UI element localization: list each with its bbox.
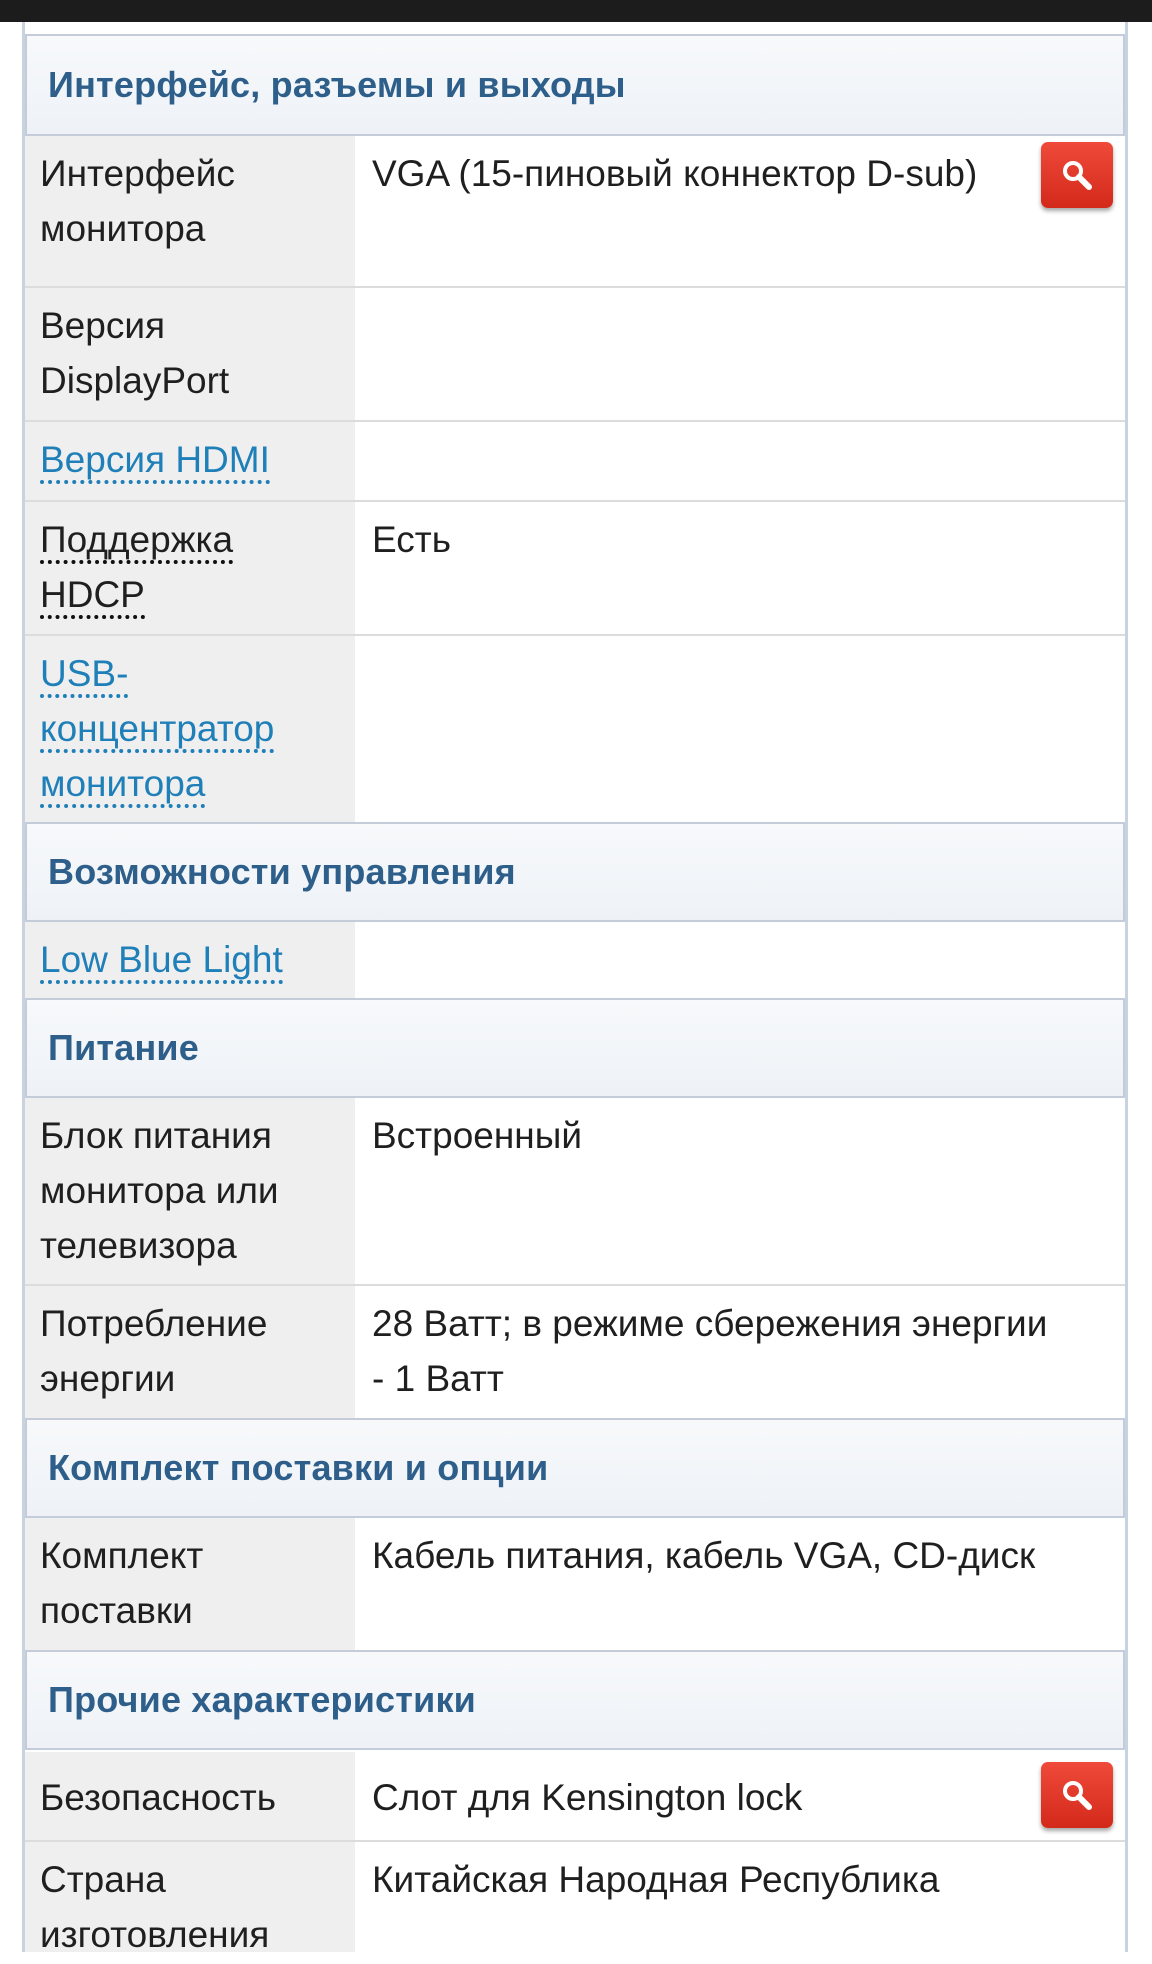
value-line: - 1 Ватт [372, 1358, 504, 1399]
label-line: монитора или [40, 1170, 279, 1211]
section-title: Интерфейс, разъемы и выходы [48, 64, 626, 105]
section-header-power [25, 998, 1125, 1098]
row-label [25, 136, 355, 286]
row-label [25, 422, 355, 500]
row-value [357, 422, 1125, 500]
status-bar [0, 0, 1152, 22]
value-line: 28 Ватт; в режиме сбережения энергии [372, 1303, 1048, 1344]
usb-hub-link[interactable]: USB- [40, 653, 128, 698]
label-line: телевизора [40, 1225, 237, 1266]
label-line: Блок питания [40, 1115, 272, 1156]
row-value [357, 1518, 1125, 1650]
search-icon [1060, 1778, 1094, 1812]
section-title: Питание [48, 1027, 199, 1068]
usb-hub-link[interactable]: монитора [40, 763, 205, 808]
search-button[interactable] [1041, 1762, 1113, 1828]
value-text: VGA (15-пиновый коннектор D-sub) [372, 153, 978, 194]
label-line: поставки [40, 1590, 193, 1631]
row-value [357, 636, 1125, 822]
specs-table [22, 22, 1128, 1952]
value-text: Есть [372, 519, 451, 560]
row-value [357, 1842, 1125, 1952]
label-line: Страна [40, 1859, 166, 1900]
label-text: Безопасность [40, 1777, 277, 1818]
search-icon [1060, 158, 1094, 192]
section-title: Прочие характеристики [48, 1679, 476, 1720]
row-label [25, 502, 355, 634]
section-header-package [25, 1418, 1125, 1518]
row-value [357, 136, 1125, 286]
row-label [25, 288, 355, 420]
value-text: Китайская Народная Республика [372, 1859, 940, 1900]
label-line: монитора [40, 208, 206, 249]
row-value [357, 502, 1125, 634]
section-title: Комплект поставки и опции [48, 1447, 549, 1488]
label-line: Потребление [40, 1303, 268, 1344]
low-blue-light-link[interactable]: Low Blue Light [40, 939, 283, 984]
value-text: Кабель питания, кабель VGA, CD-диск [372, 1535, 1036, 1576]
hdcp-term[interactable]: Поддержка [40, 519, 233, 564]
label-line: DisplayPort [40, 360, 230, 401]
row-label [25, 1752, 355, 1840]
label-line: Версия [40, 305, 166, 346]
hdcp-term[interactable]: HDCP [40, 574, 145, 619]
row-value [357, 922, 1125, 998]
row-label [25, 1286, 355, 1418]
search-button[interactable] [1041, 142, 1113, 208]
usb-hub-link[interactable]: концентратор [40, 708, 274, 753]
row-value [357, 1286, 1125, 1418]
label-line: Комплект [40, 1535, 204, 1576]
value-text: Встроенный [372, 1115, 582, 1156]
label-line: Интерфейс [40, 153, 235, 194]
section-header-controls [25, 822, 1125, 922]
section-title: Возможности управления [48, 851, 516, 892]
row-label [25, 1842, 355, 1952]
row-label [25, 922, 355, 998]
label-line: энергии [40, 1358, 176, 1399]
row-label [25, 636, 355, 822]
hdmi-version-link[interactable]: Версия HDMI [40, 439, 270, 484]
row-value [357, 1098, 1125, 1284]
row-label [25, 1518, 355, 1650]
row-value [357, 1752, 1125, 1840]
label-line: изготовления [40, 1914, 270, 1952]
section-header-interfaces [25, 34, 1125, 136]
section-header-other [25, 1650, 1125, 1750]
row-label [25, 1098, 355, 1284]
row-value [357, 288, 1125, 420]
value-text: Слот для Kensington lock [372, 1777, 803, 1818]
